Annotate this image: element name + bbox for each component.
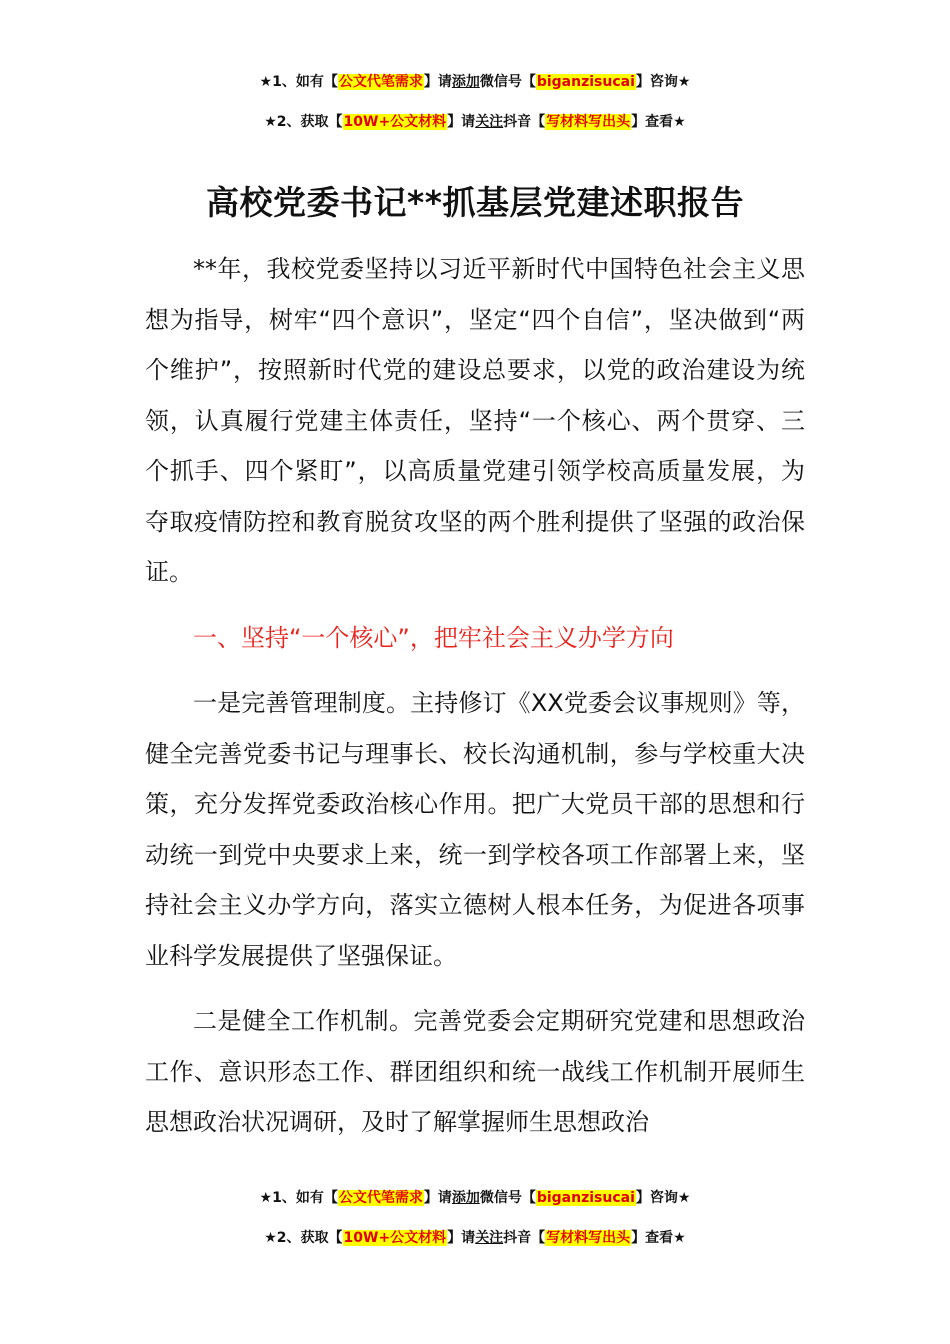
banner-text: 抖音【 — [503, 114, 546, 130]
banner-emphasis: 添加 — [451, 74, 480, 90]
banner-highlight: 写材料写出头 — [546, 114, 631, 130]
section-heading: 一、坚持“一个核心”，把牢社会主义办学方向 — [193, 623, 674, 652]
banner-text: 】咨询★ — [635, 1190, 691, 1206]
banner-text: 】查看★ — [631, 114, 686, 130]
banner-highlight: biganzisucai — [536, 1190, 635, 1206]
banner-highlight: 公文代笔需求 — [338, 74, 423, 90]
banner-highlight: 10W+公文材料 — [343, 114, 447, 130]
banner-emphasis: 添加 — [451, 1190, 480, 1206]
body-paragraph: 一是完善管理制度。主持修订《XX党委会议事规则》等，健全完善党委书记与理事长、校长沟通机制，参与学校重大决策，充分发挥党委政治核心作用。把广大党员干部的思想和行动统一到党中央要求上来，统一到学校各项工作部署上来，坚持社会主义办学方向，落实立德树人根本任务，为促进各项事业科学发展提供了坚强保证。 — [145, 689, 805, 970]
banner-text: 抖音【 — [503, 1230, 546, 1246]
document-body — [145, 244, 805, 1163]
top-banner-line-2 — [0, 112, 950, 132]
banner-highlight: 写材料写出头 — [546, 1230, 631, 1246]
body-paragraph: 二是健全工作机制。完善党委会定期研究党建和思想政治工作、意识形态工作、群团组织和统一战线工作机制开展师生思想政治状况调研，及时了解掌握师生思想政治 — [145, 1007, 805, 1136]
document-title: 高校党委书记**抓基层党建述职报告 — [205, 183, 744, 222]
banner-text: 】请 — [447, 114, 476, 130]
banner-highlight: 10W+公文材料 — [343, 1230, 447, 1246]
banner-text: 】请 — [447, 1230, 476, 1246]
banner-highlight: 公文代笔需求 — [338, 1190, 423, 1206]
top-banner-line-1 — [0, 72, 950, 92]
banner-text: ★1、如有【 — [259, 74, 338, 90]
banner-text: 】查看★ — [631, 1230, 686, 1246]
banner-text: ★1、如有【 — [259, 1190, 338, 1206]
intro-paragraph: **年，我校党委坚持以习近平新时代中国特色社会主义思想为指导，树牢“四个意识”，坚定“四个自信”，坚决做到“两个维护”，按照新时代党的建设总要求，以党的政治建设为统领，认真履行党建主体责任，坚持“一个核心、两个贯穿、三个抓手、四个紧盯”，以高质量党建引领学校高质量发展，为夺取疫情防控和教育脱贫攻坚的两个胜利提供了坚强的政治保证。 — [145, 255, 805, 586]
banner-text: 】咨询★ — [635, 74, 691, 90]
banner-text: 】请 — [423, 1190, 452, 1206]
bottom-banner-line-2 — [0, 1228, 950, 1248]
banner-text: ★2、获取【 — [264, 1230, 343, 1246]
banner-text: 微信号【 — [479, 74, 536, 90]
banner-emphasis: 关注 — [475, 1230, 504, 1246]
banner-text: 微信号【 — [479, 1190, 536, 1206]
banner-text: ★2、获取【 — [264, 114, 343, 130]
banner-text: 】请 — [423, 74, 452, 90]
banner-emphasis: 关注 — [475, 114, 504, 130]
bottom-banner-line-1 — [0, 1188, 950, 1208]
banner-highlight: biganzisucai — [536, 74, 635, 90]
